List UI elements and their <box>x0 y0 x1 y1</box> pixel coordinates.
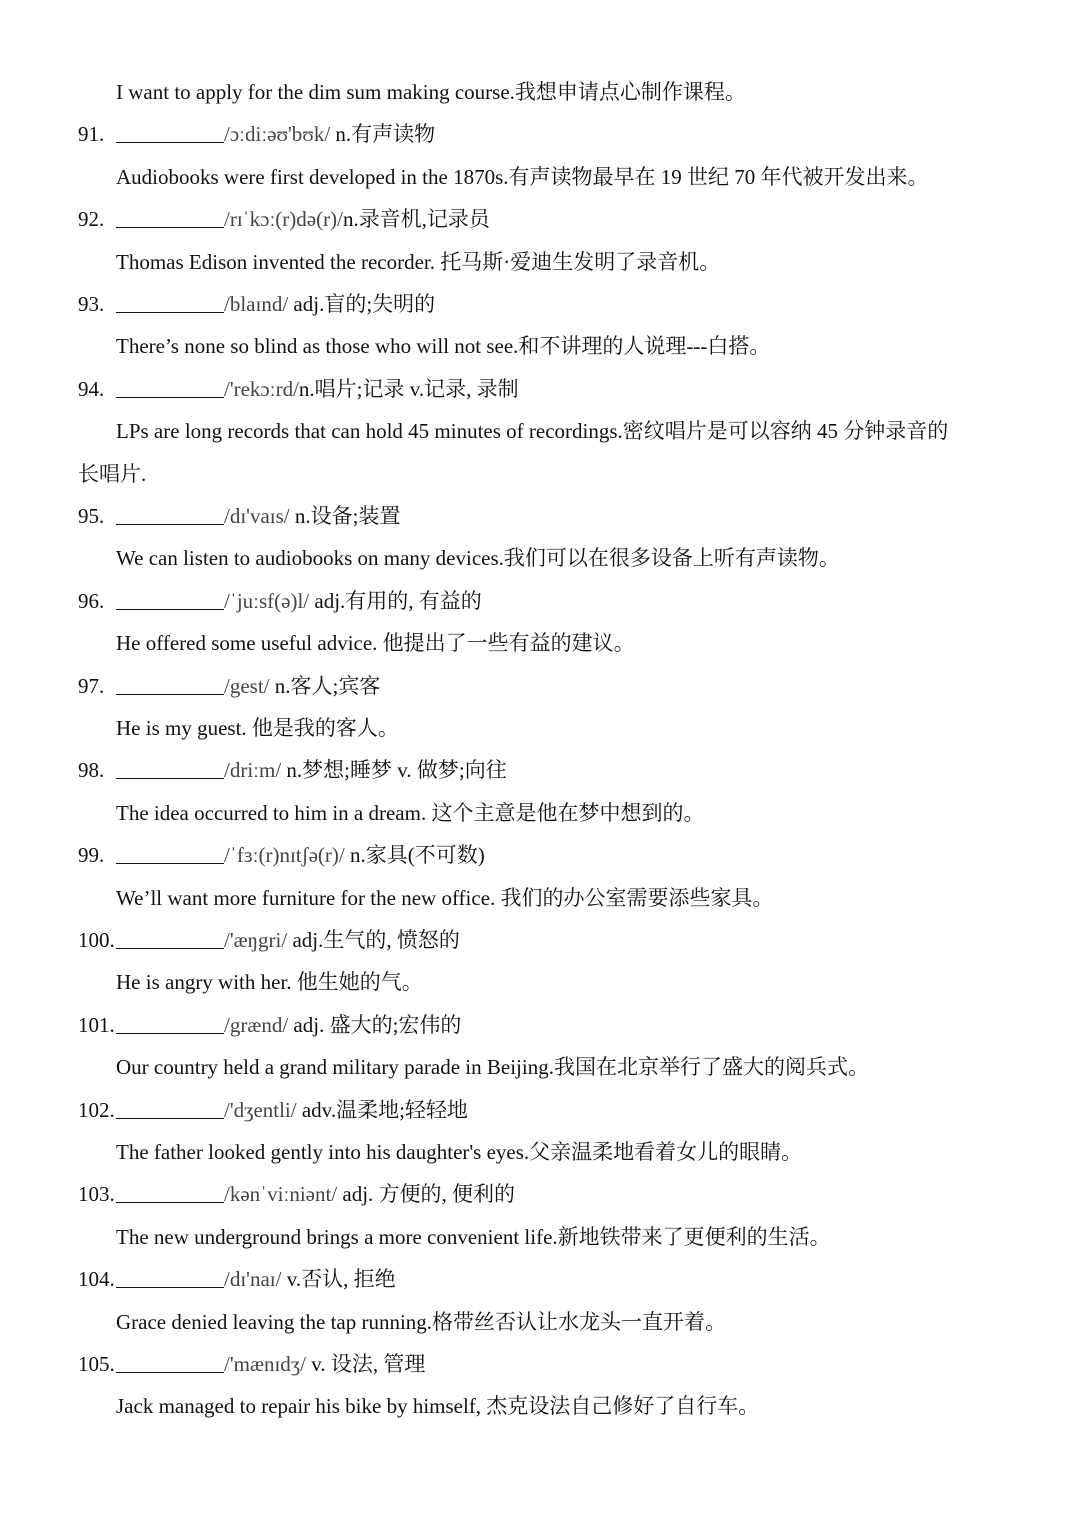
entry-number: 95. <box>78 504 105 528</box>
definition: adv.温柔地;轻轻地 <box>296 1097 468 1122</box>
vocab-entry <box>0 202 1080 236</box>
vocab-entry <box>0 923 1080 957</box>
definition: adj.盲的;失明的 <box>288 292 436 316</box>
answer-blank[interactable] <box>116 589 224 610</box>
definition: adj.生气的, 愤怒的 <box>287 928 460 952</box>
phonetic-transcription: /dɪ'vaɪs/ <box>224 504 290 528</box>
vocab-entry <box>0 287 1080 321</box>
example-sentence: Jack managed to repair his bike by himself, 杰克设法自己修好了自行车。 <box>116 1394 760 1419</box>
vocab-entry <box>0 1262 1080 1296</box>
example-sentence: We’ll want more furniture for the new office. 我们的办公室需要添些家具。 <box>116 885 774 910</box>
definition: v. 设法, 管理 <box>305 1352 426 1376</box>
example-sentence: Our country held a grand military parade in Beijing.我国在北京举行了盛大的阅兵式。 <box>116 1055 869 1080</box>
definition: n.客人;宾客 <box>269 673 381 698</box>
definition: n.梦想;睡梦 v. 做梦;向往 <box>281 758 507 783</box>
vocab-entry <box>0 1347 1080 1381</box>
answer-blank[interactable] <box>116 928 224 949</box>
phonetic-transcription: /driːm/ <box>224 758 282 783</box>
entry-number: 92. <box>78 207 105 232</box>
phonetic-transcription: /'rekɔːrd/ <box>224 376 299 401</box>
phonetic-transcription: /'dʒentli/ <box>224 1097 297 1122</box>
example-sentence: I want to apply for the dim sum making course.我想申请点心制作课程。 <box>116 80 746 104</box>
definition: n.有声读物 <box>330 122 436 147</box>
vocab-entry <box>0 1093 1080 1127</box>
definition: adj. 盛大的;宏伟的 <box>288 1012 462 1037</box>
phonetic-transcription: /ɔːdiːəʊ'bʊk/ <box>224 122 331 147</box>
definition: adj.有用的, 有益的 <box>309 588 482 613</box>
entry-number: 93. <box>78 292 105 316</box>
answer-blank[interactable] <box>116 377 224 398</box>
vocab-entry <box>0 499 1080 533</box>
example-sentence: He is my guest. 他是我的客人。 <box>116 716 399 740</box>
entry-number: 96. <box>78 588 105 613</box>
answer-blank[interactable] <box>116 207 224 228</box>
vocab-entry <box>0 117 1080 151</box>
example-sentence: Audiobooks were first developed in the 1870s.有声读物最早在 19 世纪 70 年代被开发出来。 <box>116 164 929 189</box>
definition: n.设备;装置 <box>289 504 401 528</box>
definition: n.唱片;记录 v.记录, 录制 <box>298 376 519 401</box>
entry-number: 98. <box>78 758 105 783</box>
phonetic-transcription: /blaɪnd/ <box>224 292 289 316</box>
definition: adj. 方便的, 便利的 <box>337 1182 516 1207</box>
phonetic-transcription: /gest/ <box>224 673 270 698</box>
phonetic-transcription: /ˈjuːsf(ə)l/ <box>224 588 310 613</box>
phonetic-transcription: /grænd/ <box>224 1012 289 1037</box>
entry-number: 104. <box>78 1267 115 1292</box>
example-sentence: The new underground brings a more convenient life.新地铁带来了更便利的生活。 <box>116 1224 831 1249</box>
example-sentence: Grace denied leaving the tap running.格带丝否认让水龙头一直开着。 <box>116 1309 727 1334</box>
phonetic-transcription: /'æŋgri/ <box>224 928 288 952</box>
definition: n.家具(不可数) <box>344 843 485 868</box>
example-sentence-continuation: 长唱片. <box>78 461 147 486</box>
answer-blank[interactable] <box>116 1013 224 1034</box>
entry-number: 102. <box>78 1097 115 1122</box>
entry-number: 91. <box>78 122 105 147</box>
answer-blank[interactable] <box>116 292 224 313</box>
answer-blank[interactable] <box>116 1182 224 1203</box>
example-sentence: Thomas Edison invented the recorder. 托马斯·爱迪生发明了录音机。 <box>116 249 721 274</box>
example-sentence: There’s none so blind as those who will not see.和不讲理的人说理---白搭。 <box>116 334 771 359</box>
vocab-entry <box>0 838 1080 872</box>
definition: n.录音机,记录员 <box>342 207 490 232</box>
phonetic-transcription: /'mænɪdʒ/ <box>224 1352 306 1376</box>
example-sentence: The idea occurred to him in a dream. 这个主意是他在梦中想到的。 <box>116 800 705 825</box>
answer-blank[interactable] <box>116 504 224 525</box>
vocab-entry <box>0 372 1080 406</box>
entry-number: 99. <box>78 843 105 868</box>
answer-blank[interactable] <box>116 1098 224 1119</box>
answer-blank[interactable] <box>116 122 224 143</box>
entry-number: 97. <box>78 673 105 698</box>
example-sentence: The father looked gently into his daughter's eyes.父亲温柔地看着女儿的眼睛。 <box>116 1140 803 1164</box>
vocab-entry <box>0 669 1080 703</box>
example-sentence: LPs are long records that can hold 45 minutes of recordings.密纹唱片是可以容纳 45 分钟录音的 <box>116 419 949 444</box>
definition: v.否认, 拒绝 <box>281 1267 396 1292</box>
phonetic-transcription: /ˈfɜː(r)nɪtʃə(r)/ <box>224 843 345 868</box>
answer-blank[interactable] <box>116 674 224 695</box>
phonetic-transcription: /dɪ'naɪ/ <box>224 1267 282 1292</box>
entry-number: 94. <box>78 376 105 401</box>
entry-number: 105. <box>78 1352 115 1376</box>
entry-number: 101. <box>78 1012 115 1037</box>
example-sentence: We can listen to audiobooks on many devices.我们可以在很多设备上听有声读物。 <box>116 546 840 571</box>
answer-blank[interactable] <box>116 843 224 864</box>
vocab-entry <box>0 1008 1080 1042</box>
phonetic-transcription: /rɪˈkɔː(r)də(r)/ <box>224 207 343 232</box>
vocab-entry <box>0 584 1080 618</box>
entry-number: 100. <box>78 928 115 952</box>
vocab-entry <box>0 753 1080 787</box>
example-sentence: He is angry with her. 他生她的气。 <box>116 970 423 995</box>
entry-number: 103. <box>78 1182 115 1207</box>
answer-blank[interactable] <box>116 1267 224 1288</box>
vocab-entry <box>0 1177 1080 1211</box>
answer-blank[interactable] <box>116 758 224 779</box>
example-sentence: He offered some useful advice. 他提出了一些有益的建议。 <box>116 631 635 656</box>
answer-blank[interactable] <box>116 1352 224 1373</box>
phonetic-transcription: /kənˈviːniənt/ <box>224 1182 338 1207</box>
